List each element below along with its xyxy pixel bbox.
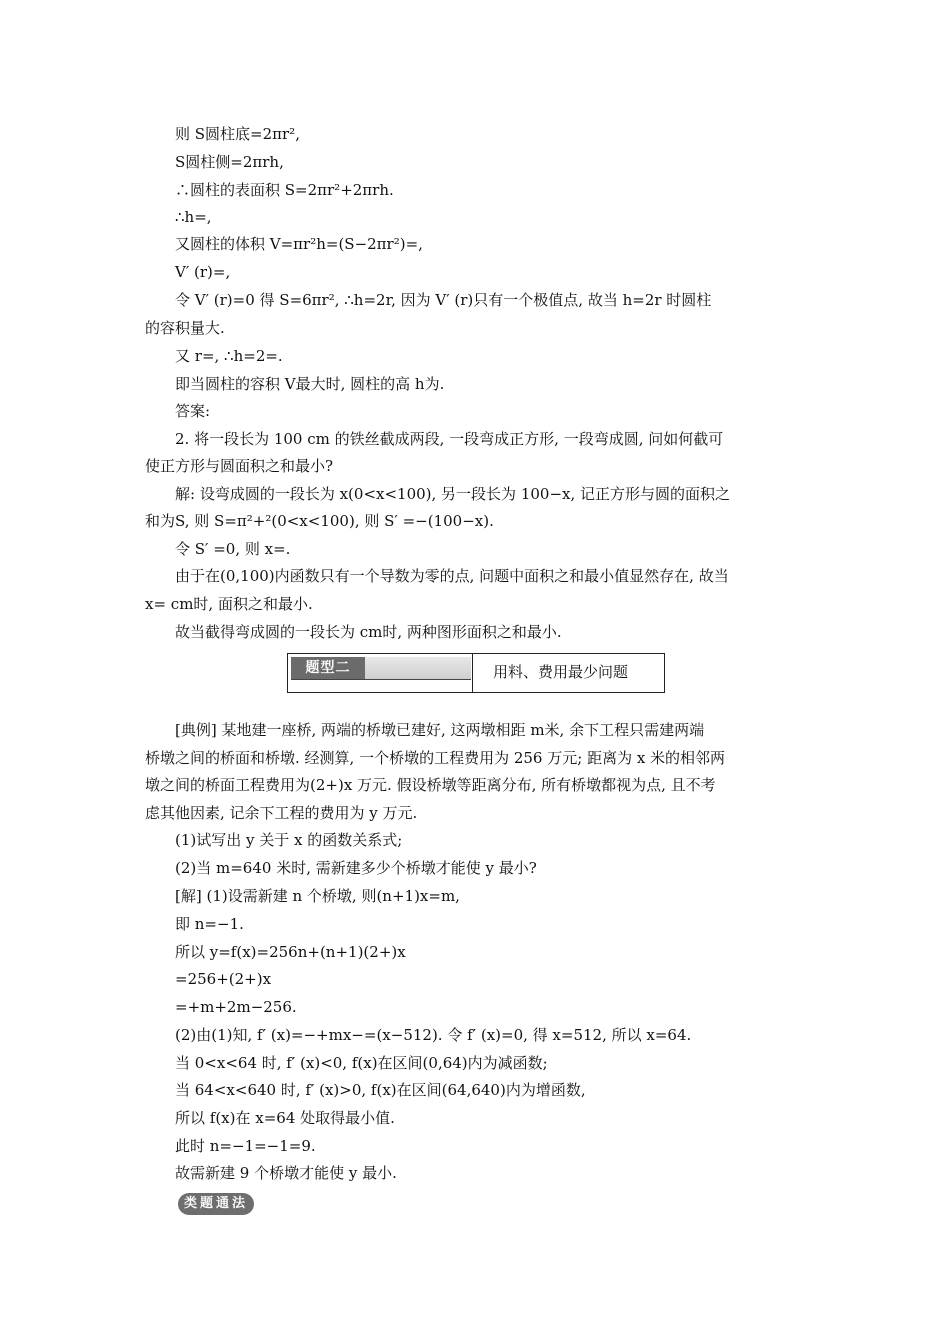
section-banner (287, 653, 665, 693)
text-line: =256+(2+)x (175, 970, 272, 988)
banner-title: 用料、费用最少问题 (493, 663, 629, 681)
text-line: ∴h=, (175, 208, 212, 226)
text-line: 使正方形与圆面积之和最小? (145, 457, 334, 475)
text-line: 又圆柱的体积 V=πr²h=(S−2πr²)=, (175, 235, 423, 253)
text-line: 则 S圆柱底=2πr², (175, 125, 300, 143)
text-line: 当 0<x<64 时, f′ (x)<0, f(x)在区间(0,64)内为减函数; (175, 1054, 548, 1072)
text-line: 的容积量大. (145, 319, 225, 337)
text-line: S圆柱侧=2πrh, (175, 153, 284, 171)
text-line: 又 r=, ∴h=2=. (175, 347, 283, 365)
text-line: 桥墩之间的桥面和桥墩. 经测算, 一个桥墩的工程费用为 256 万元; 距离为 x 米的相邻两 (145, 749, 726, 767)
text-line: 和为S, 则 S=π²+²(0<x<100), 则 S′ =−(100−x). (145, 512, 494, 530)
banner-tag (291, 657, 471, 680)
text-line: x= cm时, 面积之和最小. (145, 595, 313, 613)
text-line: [解] (1)设需新建 n 个桥墩, 则(n+1)x=m, (175, 887, 460, 905)
text-line: 由于在(0,100)内函数只有一个导数为零的点, 问题中面积之和最小值显然存在, 故当 (175, 567, 729, 585)
text-line: 当 64<x<640 时, f′ (x)>0, f(x)在区间(64,640)内为增函数, (175, 1081, 586, 1099)
text-line: 即当圆柱的容积 V最大时, 圆柱的高 h为. (175, 375, 445, 393)
text-line: 墩之间的桥面工程费用为(2+)x 万元. 假设桥墩等距离分布, 所有桥墩都视为点, 且不考 (145, 776, 716, 794)
text-line: V′ (r)=, (175, 263, 231, 281)
banner-tag-label: 题型二 (291, 657, 365, 679)
text-line: =+m+2m−256. (175, 998, 297, 1016)
text-line: (2)由(1)知, f′ (x)=−+mx−=(x−512). 令 f′ (x)=0, 得 x=512, 所以 x=64. (175, 1026, 692, 1044)
text-line: (1)试写出 y 关于 x 的函数关系式; (175, 831, 403, 849)
text-line: 令 S′ =0, 则 x=. (175, 540, 291, 558)
text-line: ∴圆柱的表面积 S=2πr²+2πrh. (175, 181, 394, 199)
text-line: 2. 将一段长为 100 cm 的铁丝截成两段, 一段弯成正方形, 一段弯成圆, 问如何截可 (175, 430, 724, 448)
text-line: 故当截得弯成圆的一段长为 cm时, 两种图形面积之和最小. (175, 623, 562, 641)
banner-divider (472, 654, 473, 693)
text-line: 此时 n=−1=−1=9. (175, 1137, 316, 1155)
text-line: 解: 设弯成圆的一段长为 x(0<x<100), 另一段长为 100−x, 记正方形与圆的面积之 (175, 485, 731, 503)
text-line: 所以 f(x)在 x=64 处取得最小值. (175, 1109, 395, 1127)
text-line: 故需新建 9 个桥墩才能使 y 最小. (175, 1164, 397, 1182)
text-line: (2)当 m=640 米时, 需新建多少个桥墩才能使 y 最小? (175, 859, 537, 877)
text-line: [典例] 某地建一座桥, 两端的桥墩已建好, 这两墩相距 m米, 余下工程只需建两端 (175, 721, 705, 739)
text-line: 即 n=−1. (175, 915, 244, 933)
text-line: 令 V′ (r)=0 得 S=6πr², ∴h=2r, 因为 V′ (r)只有一个极值点, 故当 h=2r 时圆柱 (175, 291, 712, 309)
text-line: 答案: (175, 402, 211, 420)
text-line: 虑其他因素, 记余下工程的费用为 y 万元. (145, 804, 418, 822)
method-summary-badge: 类题通法 (178, 1193, 254, 1215)
text-line: 所以 y=f(x)=256n+(n+1)(2+)x (175, 943, 406, 961)
